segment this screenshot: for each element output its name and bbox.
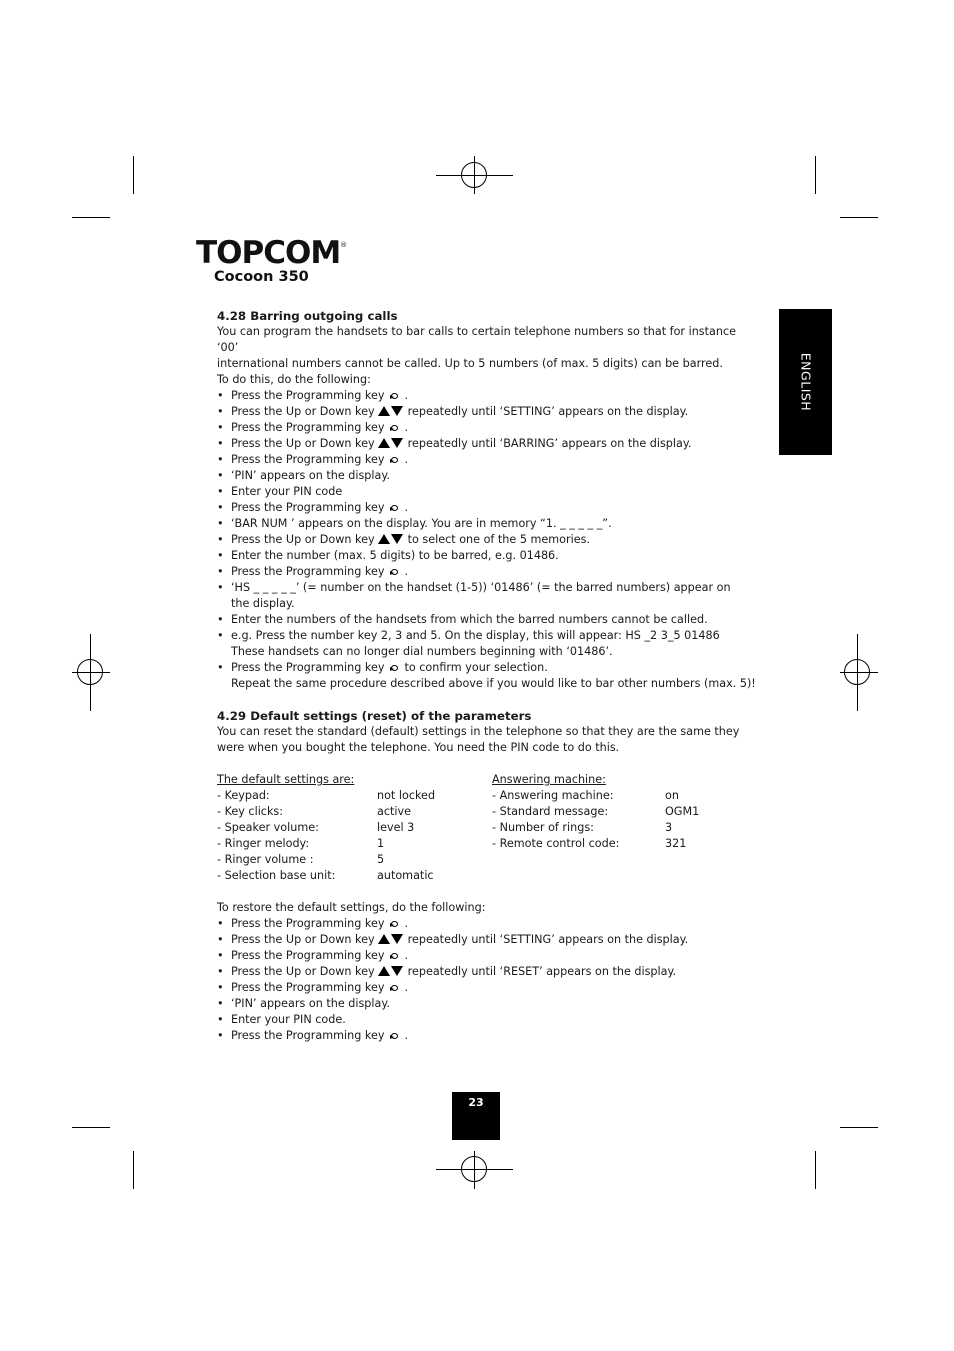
setting-value: 5 — [377, 853, 385, 866]
answering-machine-title: Answering machine: — [492, 773, 606, 786]
section-heading: 4.29 Default settings (reset) of the parameters — [217, 709, 532, 723]
up-down-key-icon — [378, 438, 404, 448]
list-item — [217, 404, 757, 420]
programming-key-icon — [390, 390, 401, 401]
up-down-key-icon — [378, 934, 404, 944]
step-text: Press the Programming key — [231, 501, 385, 514]
list-item — [217, 660, 757, 692]
step-text: . — [404, 1029, 409, 1042]
crop-mark — [133, 156, 134, 194]
step-text: ‘PIN’ appears on the display. — [231, 997, 390, 1010]
paragraph: You can reset the standard (default) settings in the telephone so that they are the same they — [217, 725, 740, 738]
setting-value: 3 — [665, 821, 673, 834]
step-text: ‘HS _ _ _ _ _’ (= number on the handset (1-5)) ‘01486’ (= the barred numbers) appear on — [231, 581, 731, 594]
list-item — [217, 484, 757, 500]
step-text: . — [404, 453, 409, 466]
list-item — [217, 388, 757, 404]
list-item — [217, 916, 757, 932]
list-item — [217, 516, 757, 532]
paragraph: You can program the handsets to bar calls to certain telephone numbers so that for instance ‘00’ — [217, 325, 736, 354]
list-item — [217, 468, 757, 484]
setting-label: - Keypad: — [217, 789, 270, 802]
page-content — [217, 308, 757, 1044]
crop-mark — [840, 217, 878, 218]
step-text: Press the Programming key — [231, 661, 385, 674]
crop-mark — [133, 1151, 134, 1189]
programming-key-icon — [390, 662, 401, 673]
step-text: . — [404, 565, 409, 578]
paragraph: were when you bought the telephone. You need the PIN code to do this. — [217, 741, 620, 754]
step-continuation: the display. — [231, 597, 295, 610]
setting-value: level 3 — [377, 821, 415, 834]
step-text: repeatedly until ‘SETTING’ appears on the display. — [407, 405, 689, 418]
step-text: Press the Programming key — [231, 981, 385, 994]
step-text: to confirm your selection. — [404, 661, 548, 674]
default-settings-table — [217, 772, 757, 884]
step-text: . — [404, 917, 409, 930]
step-text: . — [404, 389, 409, 402]
list-item — [217, 932, 757, 948]
crop-mark — [72, 1127, 110, 1128]
paragraph: international numbers cannot be called. Up to 5 numbers (of max. 5 digits) can be barred. — [217, 357, 723, 370]
step-text: Press the Up or Down key — [231, 533, 375, 546]
step-text: Enter the numbers of the handsets from which the barred numbers cannot be called. — [231, 613, 708, 626]
setting-value: not locked — [377, 789, 436, 802]
list-item — [217, 580, 757, 612]
list-item — [217, 1028, 757, 1044]
step-text: repeatedly until ‘BARRING’ appears on the display. — [407, 437, 692, 450]
step-text: Press the Programming key — [231, 949, 385, 962]
step-text: Press the Programming key — [231, 421, 385, 434]
setting-value: 1 — [377, 837, 385, 850]
setting-label: - Standard message: — [492, 805, 609, 818]
list-item — [217, 436, 757, 452]
list-item — [217, 996, 757, 1012]
step-text: Press the Up or Down key — [231, 405, 375, 418]
section-heading: 4.28 Barring outgoing calls — [217, 309, 398, 323]
step-text: Press the Programming key — [231, 565, 385, 578]
up-down-key-icon — [378, 406, 404, 416]
step-text: Press the Programming key — [231, 389, 385, 402]
list-item — [217, 420, 757, 436]
crop-mark — [815, 156, 816, 194]
setting-label: - Ringer melody: — [217, 837, 310, 850]
setting-value: OGM1 — [665, 805, 700, 818]
step-text: . — [404, 981, 409, 994]
paragraph: To do this, do the following: — [217, 373, 371, 386]
setting-label: - Speaker volume: — [217, 821, 319, 834]
setting-label: - Key clicks: — [217, 805, 284, 818]
step-text: repeatedly until ‘SETTING’ appears on the display. — [407, 933, 689, 946]
up-down-key-icon — [378, 966, 404, 976]
setting-label: - Answering machine: — [492, 789, 614, 802]
step-text: . — [404, 949, 409, 962]
setting-label: - Selection base unit: — [217, 869, 336, 882]
paragraph: To restore the default settings, do the following: — [217, 901, 486, 914]
list-item — [217, 532, 757, 548]
model-name: Cocoon 350 — [214, 269, 309, 285]
list-item — [217, 564, 757, 580]
list-item — [217, 964, 757, 980]
programming-key-icon — [390, 502, 401, 513]
step-text: ‘BAR NUM ’ appears on the display. You are in memory “1. _ _ _ _ _”. — [231, 517, 612, 530]
setting-label: - Remote control code: — [492, 837, 620, 850]
setting-value: automatic — [377, 869, 434, 882]
registration-circle — [461, 162, 487, 188]
step-text: Press the Programming key — [231, 917, 385, 930]
list-item — [217, 1012, 757, 1028]
list-item — [217, 500, 757, 516]
step-text: Press the Programming key — [231, 453, 385, 466]
list-item — [217, 980, 757, 996]
registration-circle — [844, 659, 870, 685]
instruction-list — [217, 916, 757, 1044]
crop-mark — [840, 1127, 878, 1128]
programming-key-icon — [390, 454, 401, 465]
language-tab: ENGLISH — [779, 309, 832, 455]
step-text: Press the Up or Down key — [231, 437, 375, 450]
registration-circle — [461, 1156, 487, 1182]
setting-value: 321 — [665, 837, 687, 850]
crop-mark — [815, 1151, 816, 1189]
list-item — [217, 948, 757, 964]
setting-label: - Number of rings: — [492, 821, 594, 834]
step-text: Press the Up or Down key — [231, 965, 375, 978]
default-settings-title: The default settings are: — [217, 773, 355, 786]
setting-value: on — [665, 789, 679, 802]
programming-key-icon — [390, 982, 401, 993]
programming-key-icon — [390, 566, 401, 577]
setting-label: - Ringer volume : — [217, 853, 314, 866]
programming-key-icon — [390, 1030, 401, 1041]
step-text: repeatedly until ‘RESET’ appears on the display. — [407, 965, 677, 978]
up-down-key-icon — [378, 534, 404, 544]
programming-key-icon — [390, 422, 401, 433]
setting-value: active — [377, 805, 412, 818]
list-item — [217, 548, 757, 564]
page-number: 23 — [452, 1092, 500, 1140]
instruction-list — [217, 388, 757, 692]
step-text: Press the Programming key — [231, 1029, 385, 1042]
list-item — [217, 612, 757, 628]
step-text: Enter your PIN code — [231, 485, 343, 498]
programming-key-icon — [390, 918, 401, 929]
step-text: e.g. Press the number key 2, 3 and 5. On the display, this will appear: HS _2 3_5 01486 — [231, 629, 720, 642]
step-text: ‘PIN’ appears on the display. — [231, 469, 390, 482]
list-item — [217, 452, 757, 468]
programming-key-icon — [390, 950, 401, 961]
step-continuation: Repeat the same procedure described above if you would like to bar other numbers (max. 5)! — [231, 677, 756, 690]
step-text: . — [404, 421, 409, 434]
step-text: Enter your PIN code. — [231, 1013, 346, 1026]
step-text: to select one of the 5 memories. — [407, 533, 590, 546]
step-continuation: These handsets can no longer dial numbers beginning with ‘01486’. — [231, 645, 613, 658]
list-item — [217, 628, 757, 660]
step-text: Enter the number (max. 5 digits) to be barred, e.g. 01486. — [231, 549, 559, 562]
step-text: . — [404, 501, 409, 514]
crop-mark — [72, 217, 110, 218]
registration-circle — [77, 659, 103, 685]
topcom-logo: TOPCOM® — [196, 235, 347, 271]
step-text: Press the Up or Down key — [231, 933, 375, 946]
